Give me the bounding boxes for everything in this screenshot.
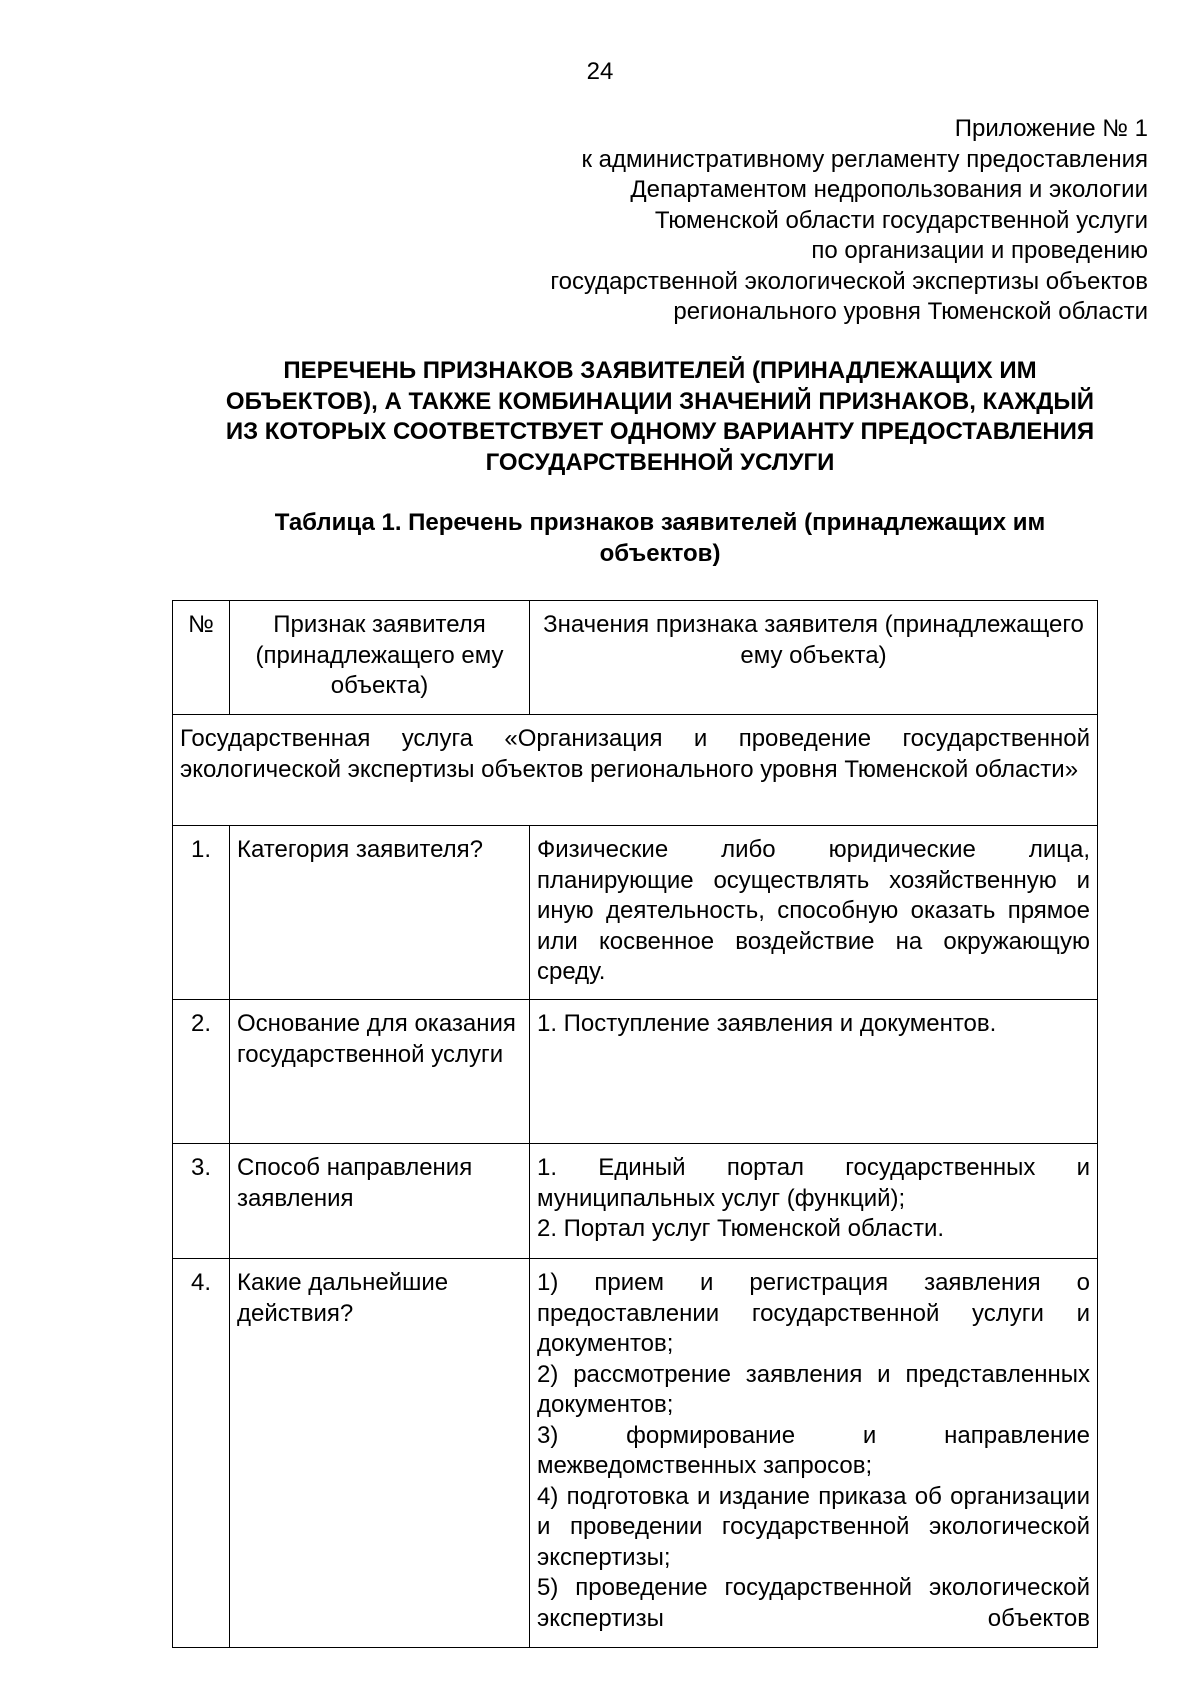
appendix-line: по организации и проведению	[811, 237, 1148, 264]
table-header-row	[173, 601, 1098, 715]
row-value-item: 2) рассмотрение заявления и представленных документов;	[537, 1360, 1090, 1418]
table-caption-line: Таблица 1. Перечень признаков заявителей (принадлежащих им	[274, 509, 1046, 536]
table-caption-line: объектов)	[599, 539, 721, 567]
criteria-table	[172, 600, 1098, 1648]
row-number: 4.	[173, 1259, 230, 1648]
document-title-line: ИЗ КОТОРЫХ СООТВЕТСТВУЕТ ОДНОМУ ВАРИАНТУ ПРЕДОСТАВЛЕНИЯ	[225, 418, 1095, 445]
appendix-line: Приложение № 1	[954, 115, 1148, 142]
table-row	[173, 826, 1098, 1000]
row-number: 1.	[173, 826, 230, 1000]
appendix-line: государственной экологической экспертизы объектов	[550, 267, 1148, 295]
row-value-item: 1) прием и регистрация заявления о предоставлении государственной услуги и документов;	[537, 1269, 1090, 1357]
row-feature: Основание для оказания государственной услуги	[230, 1000, 530, 1144]
row-value-item: 1. Поступление заявления и документов.	[537, 1010, 997, 1037]
row-feature: Какие дальнейшие действия?	[230, 1259, 530, 1648]
row-feature: Категория заявителя?	[230, 826, 530, 1000]
table-row	[173, 1000, 1098, 1144]
row-values	[530, 1259, 1098, 1648]
service-name-cell: Государственная услуга «Организация и проведение государственной экологической экспертизы объектов регионального уровня Тюменской области»	[173, 715, 1098, 826]
appendix-header	[388, 114, 1148, 328]
row-value-item: 1. Единый портал государственных и муниципальных услуг (функций);	[537, 1154, 1090, 1212]
page-number: 24	[586, 58, 614, 85]
appendix-line: Департаментом недропользования и экологии	[630, 176, 1148, 203]
table-row	[173, 1259, 1098, 1648]
document-title-line: ОБЪЕКТОВ), А ТАКЖЕ КОМБИНАЦИИ ЗНАЧЕНИЙ ПРИЗНАКОВ, КАЖДЫЙ	[225, 387, 1095, 415]
header-feature: Признак заявителя (принадлежащего ему объекта)	[230, 601, 530, 715]
header-number: №	[173, 601, 230, 715]
row-value-item: 3) формирование и направление межведомственных запросов;	[537, 1421, 1090, 1479]
appendix-line: Тюменской области государственной услуги	[654, 206, 1148, 234]
appendix-line: регионального уровня Тюменской области	[673, 298, 1148, 325]
row-values	[530, 826, 1098, 1000]
document-title-line: ГОСУДАРСТВЕННОЙ УСЛУГИ	[485, 448, 835, 476]
section-row	[173, 715, 1098, 826]
row-value-item: 2. Портал услуг Тюменской области.	[537, 1215, 945, 1242]
row-number: 2.	[173, 1000, 230, 1144]
row-number: 3.	[173, 1144, 230, 1259]
table-row	[173, 1144, 1098, 1259]
row-value-item: 5) проведение государственной экологической экспертизы объектов	[537, 1574, 1090, 1632]
table-caption	[200, 508, 1120, 569]
document-title-line: ПЕРЕЧЕНЬ ПРИЗНАКОВ ЗАЯВИТЕЛЕЙ (ПРИНАДЛЕЖАЩИХ ИМ	[283, 357, 1037, 384]
header-values: Значения признака заявителя (принадлежащего ему объекта)	[530, 601, 1098, 715]
row-values	[530, 1144, 1098, 1259]
row-value-item: Физические либо юридические лица, планирующие осуществлять хозяйственную и иную деятельность, способную оказать прямое или косвенное воздействие на окружающую среду.	[537, 836, 1090, 985]
appendix-line: к административному регламенту предоставления	[581, 145, 1148, 173]
document-title	[176, 356, 1144, 478]
row-value-item: 4) подготовка и издание приказа об организации и проведении государственной экологической экспертизы;	[537, 1482, 1090, 1571]
row-feature: Способ направления заявления	[230, 1144, 530, 1259]
row-values	[530, 1000, 1098, 1144]
